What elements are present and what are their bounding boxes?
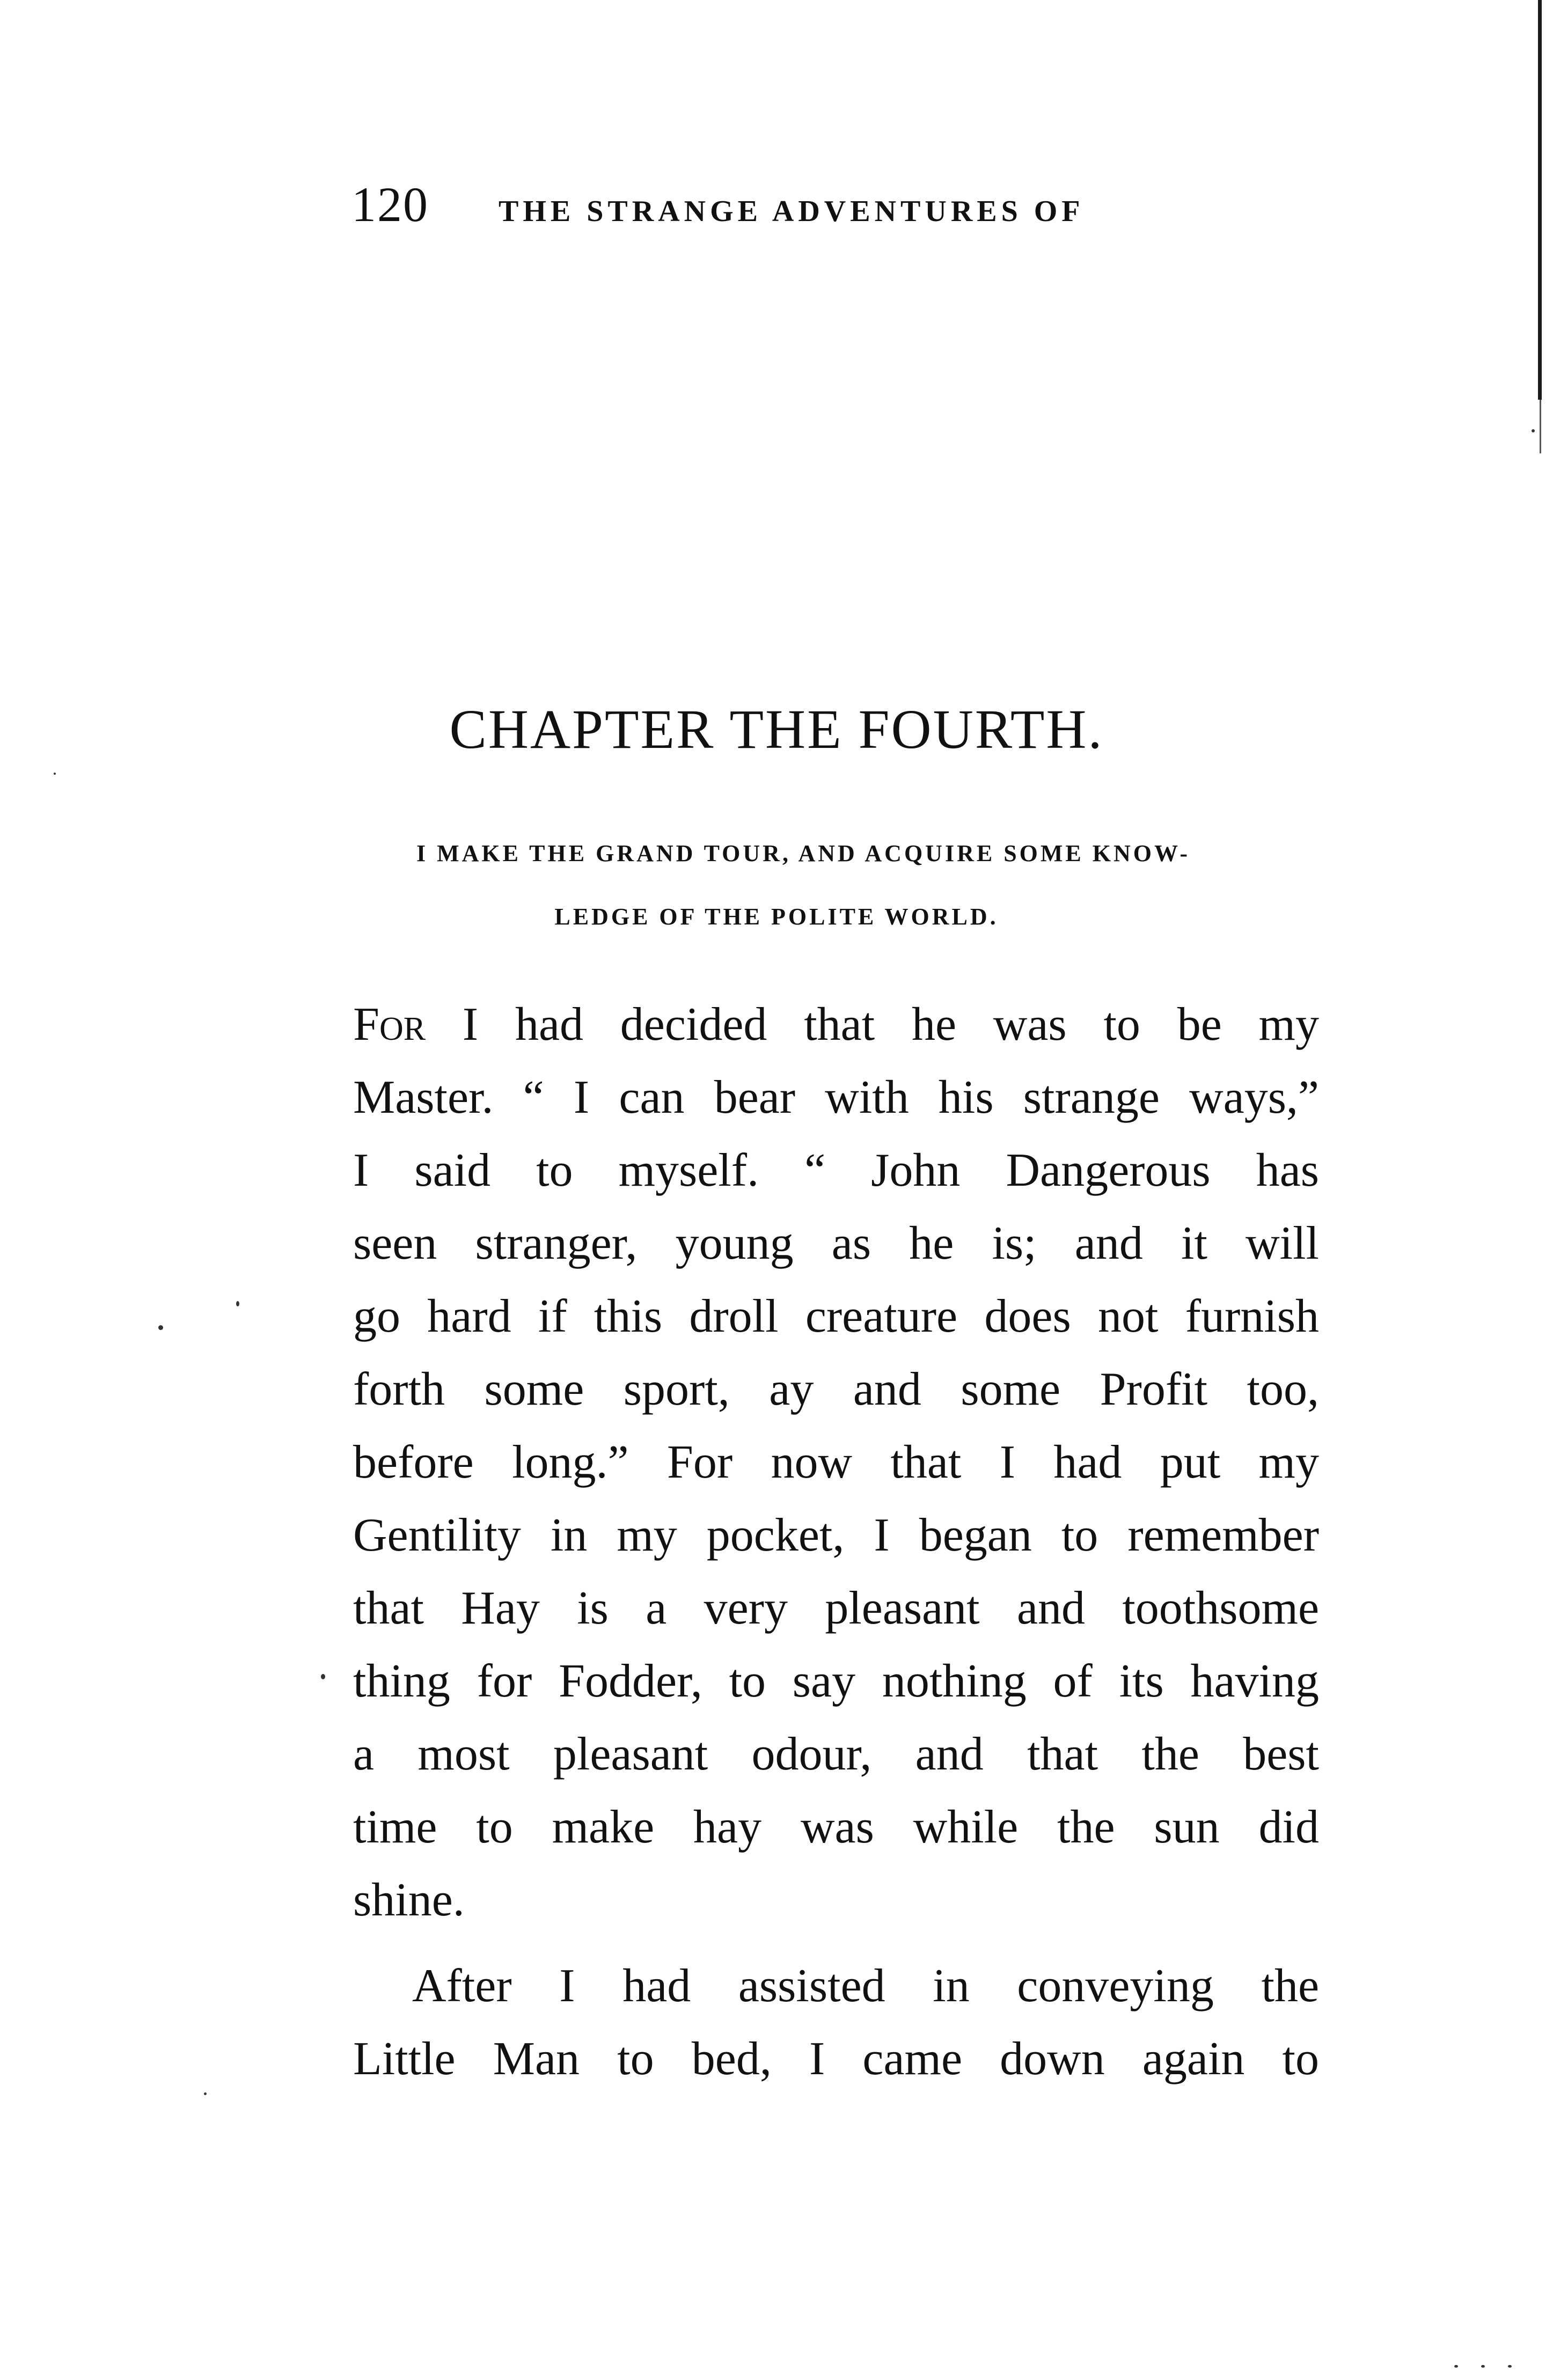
- scan-speck: [1454, 2365, 1458, 2368]
- paragraph-1-line-5: go hard if this droll creature does not furnish: [353, 1290, 1319, 1342]
- scan-speck: [236, 1301, 239, 1306]
- paragraph-1-line-12: time to make hay was while the sun did: [353, 1801, 1319, 1853]
- paragraph-1-line-3: I said to myself. “ John Dangerous has: [353, 1144, 1319, 1196]
- paragraph-1-line-11: a most pleasant odour, and that the best: [353, 1728, 1319, 1780]
- paragraph-2-line-2: Little Man to bed, I came down again to: [353, 2033, 1319, 2085]
- scan-speck: [204, 2092, 207, 2095]
- paragraph-1-line-1: [353, 987, 1319, 1062]
- paragraph-1-line-4: seen stranger, young as he is; and it will: [353, 1217, 1319, 1269]
- paragraph-1-line-6: forth some sport, ay and some Profit too,: [353, 1363, 1319, 1415]
- scan-speck: [1532, 429, 1535, 432]
- paragraph-2-line-1: After I had assisted in conveying the: [412, 1960, 1319, 2012]
- page-edge-binding-line-thin: [1540, 400, 1541, 453]
- scan-speck: [54, 773, 56, 775]
- paragraph-1-line-13: shine.: [353, 1874, 465, 1926]
- paragraph-1-line-7: before long.” For now that I had put my: [353, 1436, 1319, 1488]
- paragraph-1-line-9: that Hay is a very pleasant and toothsome: [353, 1582, 1319, 1634]
- scan-speck: [1481, 2365, 1485, 2368]
- drop-word: For: [353, 998, 426, 1051]
- line-text: I had decided that he was to be my: [426, 998, 1319, 1051]
- page-header: [351, 176, 1085, 235]
- scan-speck: [158, 1325, 163, 1330]
- scan-speck: [1508, 2365, 1512, 2368]
- page-number: 120: [351, 177, 429, 232]
- paragraph-1-line-8: Gentility in my pocket, I began to remember: [353, 1509, 1319, 1561]
- paragraph-1-line-10: thing for Fodder, to say nothing of its having: [353, 1655, 1319, 1707]
- chapter-title: CHAPTER THE FOURTH.: [449, 699, 1104, 760]
- scan-speck: [321, 1674, 325, 1679]
- paragraph-1-line-2: Master. “ I can bear with his strange ways,”: [353, 1071, 1319, 1123]
- chapter-subtitle-line-1: I MAKE THE GRAND TOUR, AND ACQUIRE SOME KNOW-: [416, 840, 1191, 866]
- page-edge-binding-line: [1538, 0, 1542, 400]
- running-head: THE STRANGE ADVENTURES OF: [499, 195, 1085, 228]
- chapter-subtitle-line-2: LEDGE OF THE POLITE WORLD.: [554, 903, 999, 930]
